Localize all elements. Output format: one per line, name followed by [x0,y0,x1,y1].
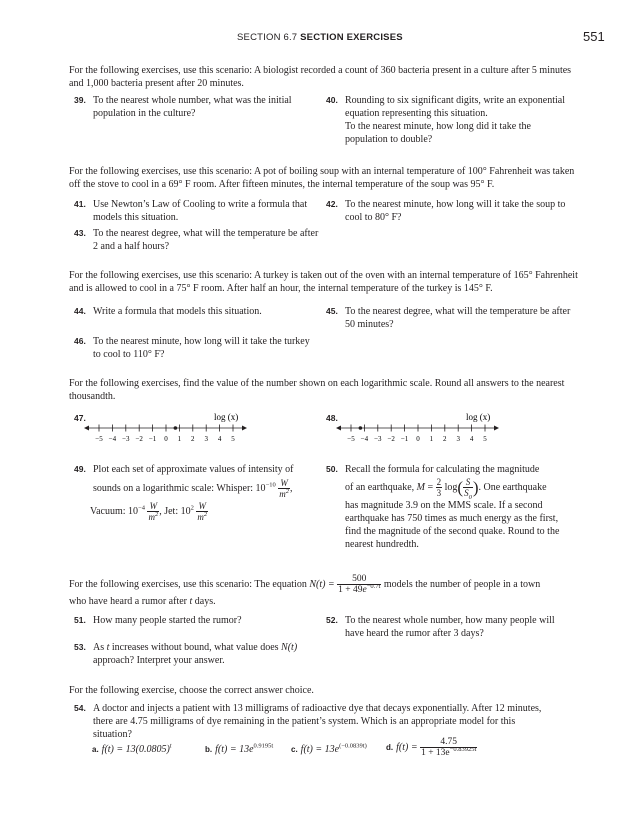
arrow-r-48 [494,426,499,431]
tick-label-48-7: 2 [443,435,447,443]
exercise-42: 42. To the nearest minute, how long will it take the soup to cool to 80° F? [326,199,566,223]
tick-label-48-9: 4 [469,435,474,443]
section-number: SECTION 6.7 [237,32,298,43]
axis-label-48: log (x) [466,412,491,422]
scenario-soup-intro: For the following exercises, use this scenario: A pot of boiling soup with an internal temperature of 100° Fahrenheit was taken off the stove to cool in a 69° F room. After fifteen minutes, the internal temperature of the soup was 95° F. [69,166,575,190]
tick-label-47-1: −4 [108,435,117,443]
marked-point-47 [174,426,178,430]
tick-label-47-5: 0 [164,435,168,443]
tick-label-48-3: −2 [387,435,395,443]
exercise-51: 51. How many people started the rumor? [74,615,242,626]
tick-label-48-1: −4 [360,435,369,443]
tick-label-48-6: 1 [429,435,434,443]
tick-label-48-0: −5 [347,435,355,443]
tick-label-48-10: 5 [483,435,487,443]
exercise-46: 46. To the nearest minute, how long will it take the turkey to cool to 110° F? [74,336,310,360]
tick-label-47-8: 3 [204,435,208,443]
scenario-bacteria-intro: For the following exercises, use this scenario: A biologist recorded a count of 360 bacteria present in a culture after 5 minutes and 1,000 bacteria present after 20 minutes. [69,65,572,89]
tick-label-47-2: −3 [122,435,130,443]
exercise-39: 39. To the nearest whole number, what was the initial population in the culture? [74,95,292,119]
exercise-50: 50. Recall the formula for calculating the magnitude of an earthquake, M = $\frac{2}{3}$ log( $\frac{S}{S_0}$ ). One earthquake has magnitude 3.9 on the MMS scale. If a second earthquake has 750 times as much energy as the first, find the magnitude of the second quake. Round to the nearest hundredth. [326,464,560,550]
log-scale-47 [84,408,254,448]
section-title: SECTION EXERCISES [300,32,403,43]
scenario-turkey-intro: For the following exercises, use this scenario: A turkey is taken out of the oven with an internal temperature of 165° Fahrenheit and is allowed to cool in a 75° F room. After half an hour, the internal temperature of the turkey is 145° F. [69,270,578,294]
exercise-54: 54. A doctor and injects a patient with 13 milligrams of radioactive dye that decays exponentially. After 12 minutes, there are 4.75 milligrams of dye remaining in the patient’s system. Which is an appropriate model for this situation? [74,703,542,740]
tick-label-47-10: 5 [231,435,235,443]
running-header [237,32,403,43]
exercise-49: 49. Plot each set of approximate values of intensity of sounds on a logarithmic scale: Whisper: $10^{-10}$ $\frac{W}{m^2}$ , Vacuum: $10^{-4}$ $\frac{W}{m^2}$ , Jet: $10^2$ $\frac{W}{m^2}$ [74,464,294,522]
scenario-rumor-intro: For the following exercises, use this scenario: The equation N(t) = $\frac{500}{1 + 49e^{-0.7t}}$ models the number of people in a town who have heard a rumor after t days. [69,574,541,607]
tick-label-47-4: −1 [148,435,157,443]
tick-label-48-5: 0 [416,435,420,443]
tick-label-47-6: 1 [177,435,182,443]
tick-label-47-9: 4 [217,435,222,443]
tick-label-48-2: −3 [374,435,382,443]
tick-label-47-0: −5 [95,435,103,443]
log-scale-48 [336,408,506,448]
exercise-45: 45. To the nearest degree, what will the temperature be after 50 minutes? [326,306,571,330]
tick-label-48-8: 3 [456,435,460,443]
marked-point-48 [359,426,363,430]
exercise-44: 44. Write a formula that models this situation. [74,306,262,317]
exercise-53: 53. As t increases without bound, what value does N(t) approach? Interpret your answer. [74,642,298,666]
arrow-r-47 [242,426,247,431]
arrow-l-47 [84,426,89,431]
choice-d[interactable]: d. f(t) = $\frac{4.75}{1 + 13e^{-0.83925t}}$ [386,737,477,758]
tick-label-47-7: 2 [191,435,195,443]
exercise-41: 41. Use Newton’s Law of Cooling to write a formula that models this situation. [74,199,308,223]
exercise-40: 40. Rounding to six significant digits, write an exponential equation representing this situation. To the nearest minute, how long did it take the population to double? [326,95,565,145]
arrow-l-48 [336,426,341,431]
choice-b[interactable]: b. $f(t) = 13e^{0.9195t}$ [205,742,274,755]
scenario-log-scale-intro: For the following exercises, find the value of the number shown on each logarithmic scale. Round all answers to the nearest thousandth. [69,378,565,402]
axis-label-47: log (x) [214,412,239,422]
exercise-52: 52. To the nearest whole number, how many people will have heard the rumor after 3 days? [326,615,555,639]
choice-c[interactable]: c. $f(t) = 13e^{(-0.0839t)}$ [291,742,367,755]
choice-a[interactable]: a. $f(t) = 13(0.0805)^t$ [92,742,172,755]
scenario-dye-intro: For the following exercise, choose the correct answer choice. [69,685,314,696]
tick-label-47-3: −2 [135,435,143,443]
exercise-43: 43. To the nearest degree, what will the temperature be after 2 and a half hours? [74,228,319,252]
page-number: 551 [583,29,605,44]
tick-label-48-4: −1 [400,435,409,443]
